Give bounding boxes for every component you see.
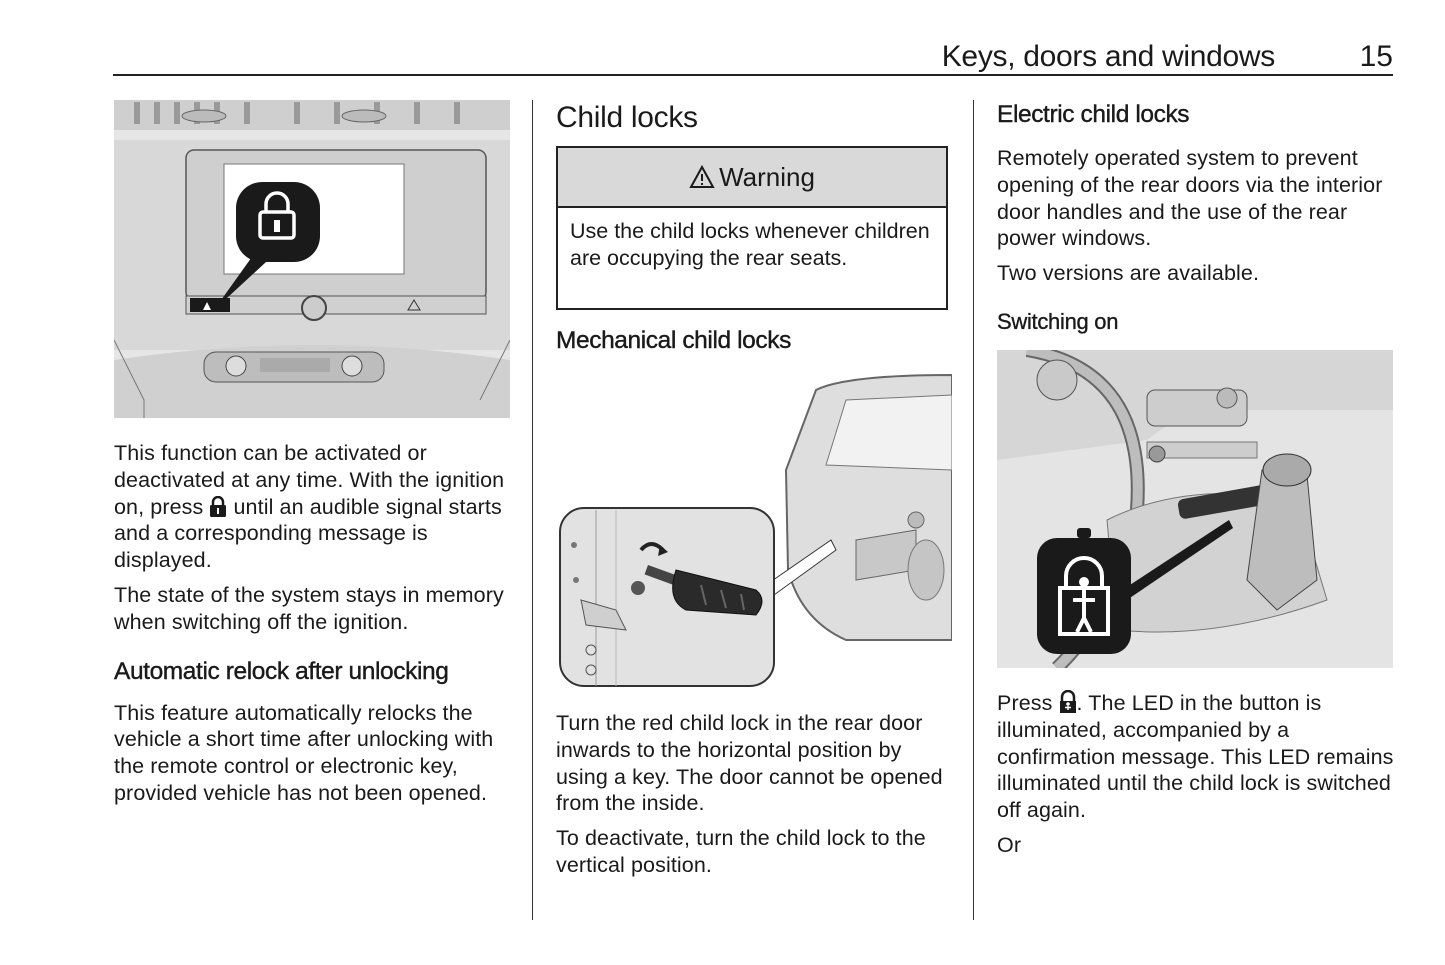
column-3-text-bottom [997,690,1397,867]
heading-switching-on: Switching on [997,309,1119,334]
column-2-text [556,710,956,887]
paragraph-remote-system: Remotely operated system to prevent opening of the rear doors via the interior door handles and the use of the rear power windows. [997,146,1383,251]
paragraph-deactivate: To deactivate, turn the child lock to the vertical position. [556,826,926,877]
paragraph-press-button [997,690,1397,824]
heading-electric-child-locks: Electric child locks [997,101,1190,128]
paragraph-activation-part-1: This function can be activated or deactivated at any time. With the ignition on, press [114,441,505,519]
dashboard-lock-illustration [114,100,510,418]
heading-mechanical-child-locks: Mechanical child locks [556,327,791,354]
page-number: 15 [1359,40,1393,73]
lock-icon [209,496,227,518]
console-child-lock-illustration [997,350,1393,668]
paragraph-or: Or [997,832,1022,857]
column-divider-2 [973,100,974,920]
paragraph-relock: This feature automatically relocks the vehicle a short time after unlocking with the remote control or electronic key, provided vehicle has not been opened. [114,700,494,805]
child-lock-icon [1059,690,1077,714]
column-1-text [114,440,514,815]
paragraph-two-versions: Two versions are available. [997,261,1260,286]
paragraph-activation-part-2: until an audible signal starts and a corresponding message is displayed. [114,494,502,573]
paragraph-memory: The state of the system stays in memory when switching off the ignition. [114,582,504,634]
warning-header [558,148,946,208]
column-3-text-top [997,145,1397,295]
column-divider-1 [532,100,533,920]
warning-box [556,146,948,310]
section-title: Keys, doors and windows [941,40,1275,73]
page-title: Child locks [556,101,698,134]
warning-text: Use the child locks whenever children are occupying the rear seats. [570,219,930,270]
door-child-lock-illustration [556,370,952,690]
paragraph-press-part-2: . The LED in the button is illuminated, accompanied by a confirmation message. This LED remains illuminated until the child lock is switched off again. [997,691,1394,823]
paragraph-activation [114,440,514,574]
paragraph-press-part-1: Press [997,691,1053,715]
header-rule [113,74,1393,76]
paragraph-turn-child-lock: Turn the red child lock in the rear door inwards to the horizontal position by using a key. The door cannot be opened from the inside. [556,711,943,816]
heading-automatic-relock: Automatic relock after unlocking [114,657,449,685]
warning-title: Warning [719,161,815,192]
warning-triangle-icon [689,165,715,189]
